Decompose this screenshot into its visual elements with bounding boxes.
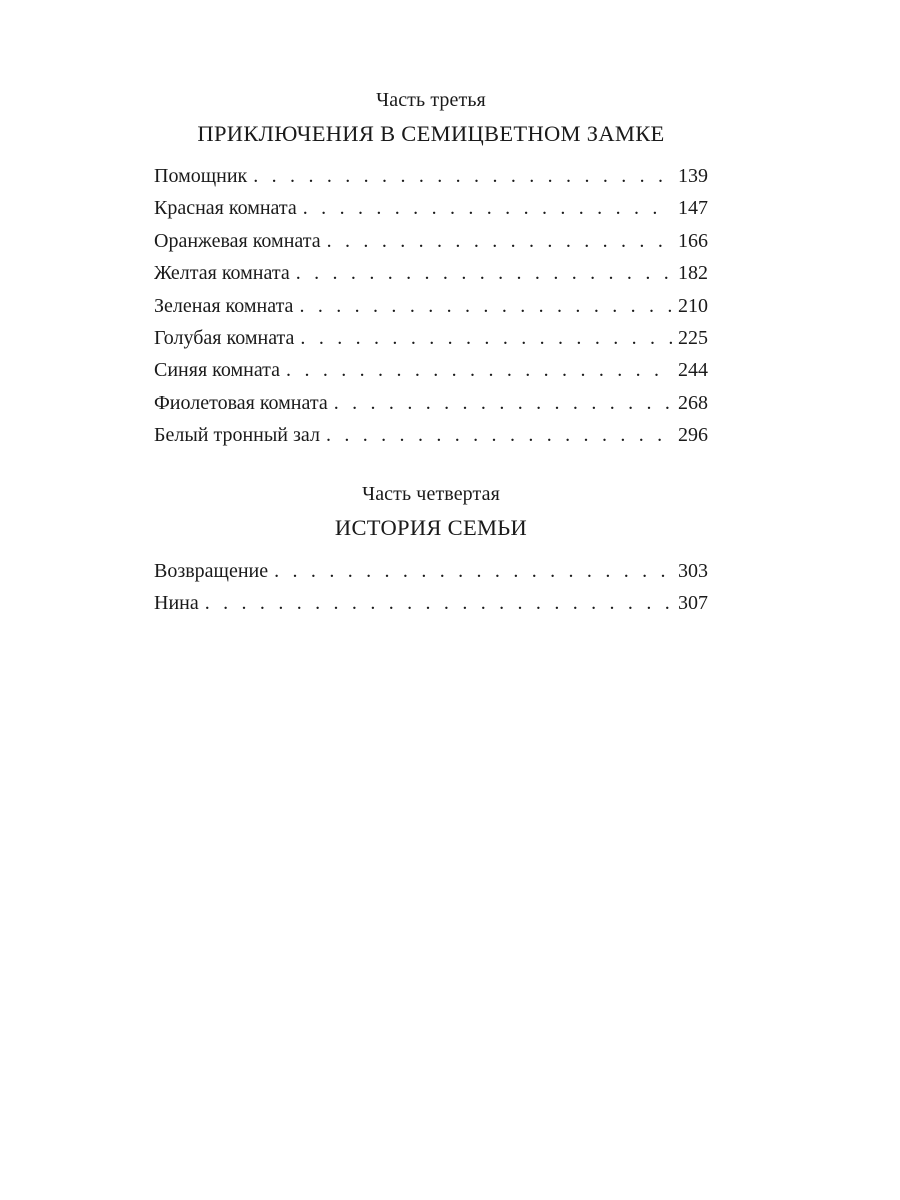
part-title: ПРИКЛЮЧЕНИЯ В СЕМИЦВЕТНОМ ЗАМКЕ	[197, 121, 665, 146]
toc-entry-title: Голубая комната	[154, 326, 295, 349]
toc-entry-title: Красная комната	[154, 197, 297, 220]
toc-entry-page: 244	[678, 359, 708, 382]
dot-leader	[299, 290, 672, 322]
dot-leader	[286, 354, 672, 386]
dot-leader	[274, 555, 672, 587]
toc-entry-title: Помощник	[154, 165, 248, 187]
toc-entry-page: 296	[678, 424, 708, 447]
toc-entry-page: 268	[678, 391, 708, 414]
dot-leader	[296, 257, 672, 289]
toc-entry-page: 182	[678, 262, 708, 285]
toc-entry-page: 166	[678, 229, 708, 252]
dot-leader	[327, 225, 672, 257]
toc-entry	[154, 160, 708, 192]
dot-leader	[326, 419, 672, 451]
dot-leader	[334, 387, 672, 419]
toc-entry	[154, 257, 708, 289]
toc-entry	[154, 387, 708, 419]
dot-leader	[300, 322, 672, 354]
toc-entry-title: Синяя комната	[154, 359, 281, 382]
toc-entry-title: Нина	[154, 591, 199, 614]
toc-entry-list	[154, 555, 708, 620]
part-label: Часть третья	[376, 89, 486, 111]
toc-entry-page: 147	[678, 197, 708, 220]
toc-entry	[154, 587, 708, 619]
toc-entry-page: 303	[678, 559, 708, 582]
toc-entry-title: Оранжевая комната	[154, 229, 321, 252]
toc-entry	[154, 354, 708, 386]
toc-entry-page: 307	[678, 591, 708, 614]
dot-leader	[303, 192, 672, 224]
toc-entry-page: 225	[678, 326, 708, 349]
toc-entry	[154, 192, 708, 224]
toc-entry	[154, 290, 708, 322]
toc-entry-page: 139	[678, 165, 708, 187]
toc-entry-page: 210	[678, 294, 708, 317]
dot-leader	[205, 587, 672, 619]
toc-entry-title: Желтая комната	[154, 262, 290, 285]
toc-entry-title: Зеленая комната	[154, 294, 294, 317]
section-spacer	[154, 452, 708, 476]
toc-entry-title: Фиолетовая комната	[154, 391, 328, 414]
toc-entry	[154, 555, 708, 587]
part-title: ИСТОРИЯ СЕМЬИ	[334, 514, 528, 540]
toc-entry-title: Белый тронный зал	[154, 424, 320, 447]
toc-part-three	[154, 82, 708, 452]
toc-entry	[154, 322, 708, 354]
toc-entry-list	[154, 160, 708, 452]
part-label: Часть четвертая	[362, 482, 500, 505]
toc-entry	[154, 225, 708, 257]
toc-entry	[154, 419, 708, 451]
table-of-contents	[154, 82, 708, 619]
toc-entry-title: Возвращение	[154, 559, 269, 582]
dot-leader	[253, 160, 672, 192]
toc-part-four	[154, 476, 708, 620]
